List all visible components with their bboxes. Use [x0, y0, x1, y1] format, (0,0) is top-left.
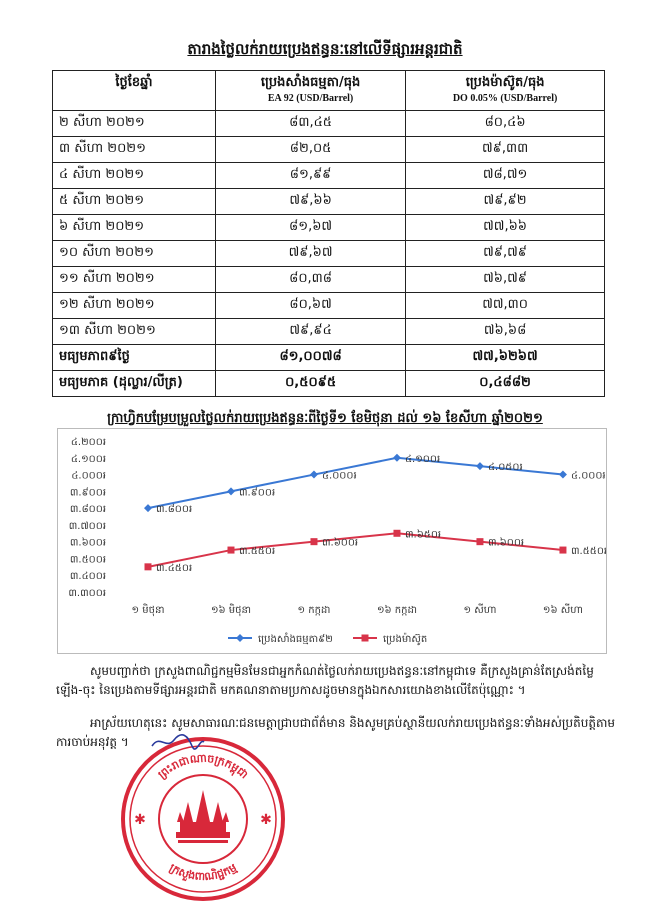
svg-text:ក្រសួងពាណិជ្ជកម្ម: ក្រសួងពាណិជ្ជកម្ម: [167, 860, 239, 884]
data-label: ៣.៥៥០៛: [570, 546, 606, 558]
table-row: [53, 293, 605, 319]
x-tick-label: ១ សីហា: [463, 605, 497, 616]
data-point: [145, 563, 152, 570]
data-label: ៤.០០០៛: [570, 470, 606, 482]
data-label: ៤.១០០៛: [404, 453, 441, 465]
legend-label: ប្រេងសាំងធម្មតា៩២: [258, 634, 333, 645]
diesel-price-cell: ៨០,៤៦: [406, 111, 605, 137]
svg-text:ព្រះរាជាណាចក្រកម្ពុជា: ព្រះរាជាណាចក្រកម្ពុជា: [155, 751, 251, 782]
data-point: [476, 462, 484, 470]
data-point: [310, 471, 318, 479]
gasoline-price-cell: ០,៥០៩៥: [216, 371, 406, 397]
data-point: [476, 538, 483, 545]
x-tick-label: ១៦ កក្កដា: [376, 605, 417, 616]
price-table: [52, 70, 605, 397]
legend-marker: [362, 635, 369, 642]
data-point: [393, 454, 401, 462]
summary-row: [53, 371, 605, 397]
gasoline-price-cell: ៨០,៦៧: [216, 293, 406, 319]
gasoline-price-cell: ៧៩,៩៤: [216, 319, 406, 345]
table-row: [53, 319, 605, 345]
y-tick-label: ៣.៧០០៛: [68, 520, 106, 532]
date-cell: ១៣ សីហា ២០២១: [53, 319, 216, 345]
date-cell: ៤ សីហា ២០២១: [53, 163, 216, 189]
data-point: [393, 530, 400, 537]
diesel-price-cell: ៧៩,៧៩: [406, 241, 605, 267]
y-tick-label: ៣.៥០០៛: [69, 554, 106, 566]
date-cell: ១១ សីហា ២០២១: [53, 267, 216, 293]
table-row: [53, 111, 605, 137]
data-label: ៣.៥៥០៛: [238, 546, 276, 558]
diesel-price-cell: ៧៧,៦៦: [406, 215, 605, 241]
date-cell: មធ្យមភាគ (ដុល្លារ/លីត្រ): [53, 371, 216, 397]
x-tick-label: ១ មិថុនា: [131, 605, 165, 616]
table-row: [53, 189, 605, 215]
data-label: ៣.៤៥០៛: [156, 562, 193, 574]
date-cell: ៣ សីហា ២០២១: [53, 137, 216, 163]
y-tick-label: ៤.០០០៛: [71, 470, 106, 482]
diesel-price-cell: ៧៦,៧៩: [406, 267, 605, 293]
data-point: [227, 487, 235, 495]
header-diesel: ប្រេងម៉ាស៊ូត/ធុង DO 0.05% (USD/Barrel): [406, 71, 605, 111]
table-row: [53, 267, 605, 293]
y-tick-label: ៣.៤០០៛: [69, 571, 106, 583]
data-label: ៣.៩០០៛: [238, 487, 276, 499]
date-cell: ១០ សីហា ២០២១: [53, 241, 216, 267]
instruction-paragraph: អាស្រ័យហេតុនេះ សូមសាធារណៈជនមេត្តាជ្រាបជាព័ត៌មាន និងសូមគ្រប់ស្ថានីយលក់រាយប្រេងឥន្ធនៈទាំងអស់ប្រតិបត្តិតាមការចាប់អនុវត្ត ។: [56, 716, 616, 749]
chart-title: ក្រាហ្វិកបម្រែបម្រួលថ្លៃលក់រាយប្រេងឥន្ធនៈពីថ្ងៃទី១ ខែមិថុនា ដល់ ១៦ ខែសីហា ឆ្នាំ២០២១: [107, 411, 543, 426]
gasoline-price-cell: ៧៩,៦៦: [216, 189, 406, 215]
table-row: [53, 137, 605, 163]
y-tick-label: ៣.៩០០៛: [69, 487, 106, 499]
legend-marker: [236, 634, 244, 642]
data-label: ៣.៦០០៛: [321, 537, 359, 549]
price-line-chart: [58, 429, 606, 653]
diesel-price-cell: ៧៦,៦៨: [406, 319, 605, 345]
diesel-price-cell: ៧៩,៣៣: [406, 137, 605, 163]
diesel-price-cell: ៧៨,៧១: [406, 163, 605, 189]
y-tick-label: ៤.១០០៛: [70, 453, 106, 465]
diesel-price-cell: ០,៤៨៨២: [406, 371, 605, 397]
note-paragraph: សូមបញ្ជាក់ថា ក្រសួងពាណិជ្ជកម្មមិនមែនជាអ្នកកំណត់ថ្លៃលក់រាយប្រេងឥន្ធនៈនៅកម្ពុជាទេ គឺក្រសួងគ្រាន់តែស្រង់តម្លៃឡើង-ចុះ នៃប្រេងតាមទីផ្សារអន្តរជាតិ មកគណនាតាមប្រកាសដូចមានក្នុងឯកសារយោងខាងលើតែប៉ុណ្ណោះ ។: [56, 664, 594, 697]
summary-row: [53, 345, 605, 371]
y-tick-label: ៣.៣០០៛: [68, 588, 106, 599]
svg-text:✱: ✱: [134, 812, 146, 828]
y-tick-label: ៣.៨០០៛: [69, 504, 106, 516]
x-tick-label: ១៦ សីហា: [542, 605, 583, 616]
data-label: ៤.០០០៛: [321, 470, 357, 482]
data-label: ៣.៦០០៛: [487, 537, 525, 549]
y-tick-label: ៤.២០០៛: [70, 437, 106, 448]
diesel-price-cell: ៧៧,៣០: [406, 293, 605, 319]
data-point: [227, 547, 234, 554]
svg-text:✱: ✱: [260, 812, 272, 828]
gasoline-price-cell: ៨១,០០៧៨: [216, 345, 406, 371]
table-row: [53, 163, 605, 189]
gasoline-price-cell: ៧៩,៦៧: [216, 241, 406, 267]
table-row: [53, 241, 605, 267]
data-label: ៤.០៥០៛: [487, 462, 523, 474]
gasoline-price-cell: ៨២,០៥: [216, 137, 406, 163]
gasoline-price-cell: ៨៣,៤៥: [216, 111, 406, 137]
date-cell: ២ សីហា ២០២១: [53, 111, 216, 137]
data-label: ៣.៨០០៛: [156, 504, 193, 516]
date-cell: ១២ សីហា ២០២១: [53, 293, 216, 319]
data-point: [559, 471, 567, 479]
legend-label: ប្រេងម៉ាស៊ូត: [383, 634, 428, 645]
diesel-price-cell: ៧៧,៦២៦៧: [406, 345, 605, 371]
signature: [148, 732, 208, 752]
data-point: [559, 547, 566, 554]
data-point: [310, 538, 317, 545]
gasoline-price-cell: ៨១,៦៧: [216, 215, 406, 241]
date-cell: មធ្យមភាព៩ថ្ងៃ: [53, 345, 216, 371]
data-label: ៣.៦៥០៛: [404, 529, 442, 541]
header-gasoline: ប្រេងសាំងធម្មតា/ធុង EA 92 (USD/Barrel): [216, 71, 406, 111]
angkor-wat-icon: [176, 790, 230, 843]
y-tick-label: ៣.៦០០៛: [69, 537, 106, 549]
data-point: [144, 504, 152, 512]
table-row: [53, 215, 605, 241]
date-cell: ៦ សីហា ២០២១: [53, 215, 216, 241]
table-header-row: [53, 71, 605, 111]
diesel-price-cell: ៧៩,៩២: [406, 189, 605, 215]
gasoline-price-cell: ៨១,៩៩: [216, 163, 406, 189]
x-tick-label: ១៦ មិថុនា: [210, 605, 252, 616]
header-date: ថ្ងៃខែឆ្នាំ: [53, 71, 216, 111]
x-tick-label: ១ កក្កដា: [297, 605, 331, 616]
gasoline-price-cell: ៨០,៣៨: [216, 267, 406, 293]
document-title: តារាងថ្លៃលក់រាយប្រេងឥន្ធនៈនៅលើទីផ្សារអន្តរជាតិ: [187, 40, 463, 58]
chart-container: [57, 428, 607, 654]
ministry-seal: [118, 734, 288, 904]
date-cell: ៥ សីហា ២០២១: [53, 189, 216, 215]
